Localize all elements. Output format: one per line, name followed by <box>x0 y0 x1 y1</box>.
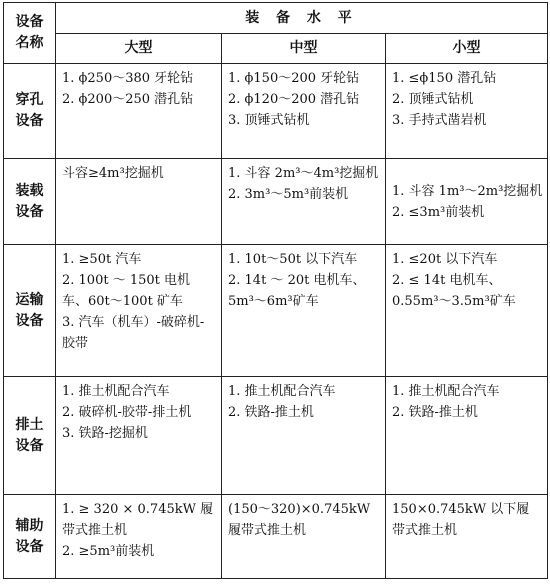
cell-line: 斗容≥4m³挖掘机 <box>62 166 164 181</box>
table-row-drilling <box>4 64 548 159</box>
cell-line: 2. ϕ120～200 潜孔钻 <box>228 92 360 107</box>
cell-large <box>56 495 222 579</box>
table-row-dumping <box>4 377 548 495</box>
cell-large <box>56 64 222 159</box>
cell-line: 2. 14t ～ 20t 电机车、5m³～6m³矿车 <box>228 273 366 309</box>
header-row-sizes <box>4 34 548 64</box>
cell-line: 2. ≤3m³前装机 <box>392 204 485 220</box>
cell-line: 1. 推土机配合汽车 <box>392 384 500 399</box>
cell-line: 1. 推土机配合汽车 <box>62 384 170 399</box>
cell-line: 150×0.745kW 以下履带式推土机 <box>392 502 530 538</box>
cell-line: (150～320)×0.745kW 履带式推土机 <box>228 502 371 538</box>
size-label-large: 大型 <box>56 34 222 64</box>
cell-line: 2. 顶锤式钻机 <box>392 92 474 107</box>
cell-small <box>386 245 548 377</box>
cell-line: 3. 顶锤式钻机 <box>228 113 310 128</box>
equipment-level-table <box>3 2 548 579</box>
row-name-line: 装载 <box>15 182 44 199</box>
cell-line: 2. 3m³～5m³前装机 <box>228 187 349 202</box>
cell-line: 2. 破碎机-胶带-排土机 <box>62 405 192 420</box>
cell-line: 1. ≥ 320 × 0.745kW 履带式推土机 <box>62 502 214 538</box>
row-name-line: 辅助 <box>15 517 44 534</box>
row-head-line-2: 名称 <box>15 35 44 51</box>
row-head-line-1: 设备 <box>15 14 44 30</box>
cell-line: 1. 斗容 2m³～4m³挖掘机 <box>228 166 379 181</box>
row-name-dumping <box>4 377 56 495</box>
size-label-medium: 中型 <box>222 34 386 64</box>
cell-large <box>56 245 222 377</box>
cell-line: 2. 铁路-推土机 <box>392 405 478 420</box>
row-name-auxiliary <box>4 495 56 579</box>
cell-small <box>386 159 548 245</box>
cell-large <box>56 159 222 245</box>
cell-line: 1. 斗容 1m³～2m³挖掘机 <box>392 183 543 199</box>
cell-line: 2. ϕ200～250 潜孔钻 <box>62 92 194 107</box>
cell-line: 2. 100t ～ 150t 电机车、60t～100t 矿车 <box>62 273 191 309</box>
cell-medium <box>222 495 386 579</box>
cell-line: 3. 铁路-挖掘机 <box>62 426 148 441</box>
cell-large <box>56 377 222 495</box>
cell-line: 1. ϕ150～200 牙轮钻 <box>228 71 360 86</box>
row-name-loading <box>4 159 56 245</box>
level-title: 装 备 水 平 <box>56 3 548 34</box>
table-row-auxiliary <box>4 495 548 579</box>
row-name-drilling <box>4 64 56 159</box>
row-name-line: 运输 <box>15 291 44 308</box>
row-name-line: 设备 <box>15 437 44 454</box>
cell-small <box>386 377 548 495</box>
cell-line: 3. 手持式凿岩机 <box>392 113 487 128</box>
cell-line: 1. ≤ϕ150 潜孔钻 <box>392 71 497 86</box>
row-name-line: 穿孔 <box>15 92 44 108</box>
row-name-transport <box>4 245 56 377</box>
cell-line: 1. ϕ250～380 牙轮钻 <box>62 71 194 86</box>
row-name-line: 设备 <box>15 113 44 129</box>
cell-line: 1. 10t～50t 以下汽车 <box>228 252 358 267</box>
cell-line: 2. ≥5m³前装机 <box>62 544 155 559</box>
row-head-cell <box>4 3 56 64</box>
cell-medium <box>222 159 386 245</box>
cell-medium <box>222 377 386 495</box>
cell-line: 2. ≤ 14t 电机车、0.55m³～3.5m³矿车 <box>392 273 516 309</box>
table-row-loading <box>4 159 548 245</box>
header-row-top <box>4 3 548 34</box>
cell-line: 1. ≤20t 以下汽车 <box>392 252 498 267</box>
row-name-line: 设备 <box>15 538 44 555</box>
row-name-line: 设备 <box>15 203 44 220</box>
table-row-transport <box>4 245 548 377</box>
cell-small <box>386 495 548 579</box>
row-name-line: 排土 <box>15 416 44 433</box>
cell-medium <box>222 245 386 377</box>
cell-line: 3. 汽车（机车）-破碎机-胶带 <box>62 315 205 351</box>
cell-line: 1. 推土机配合汽车 <box>228 384 336 399</box>
cell-small <box>386 64 548 159</box>
cell-line: 1. ≥50t 汽车 <box>62 252 142 267</box>
cell-medium <box>222 64 386 159</box>
cell-line: 2. 铁路-推土机 <box>228 405 314 420</box>
size-label-small: 小型 <box>386 34 548 64</box>
row-name-line: 设备 <box>15 312 44 329</box>
